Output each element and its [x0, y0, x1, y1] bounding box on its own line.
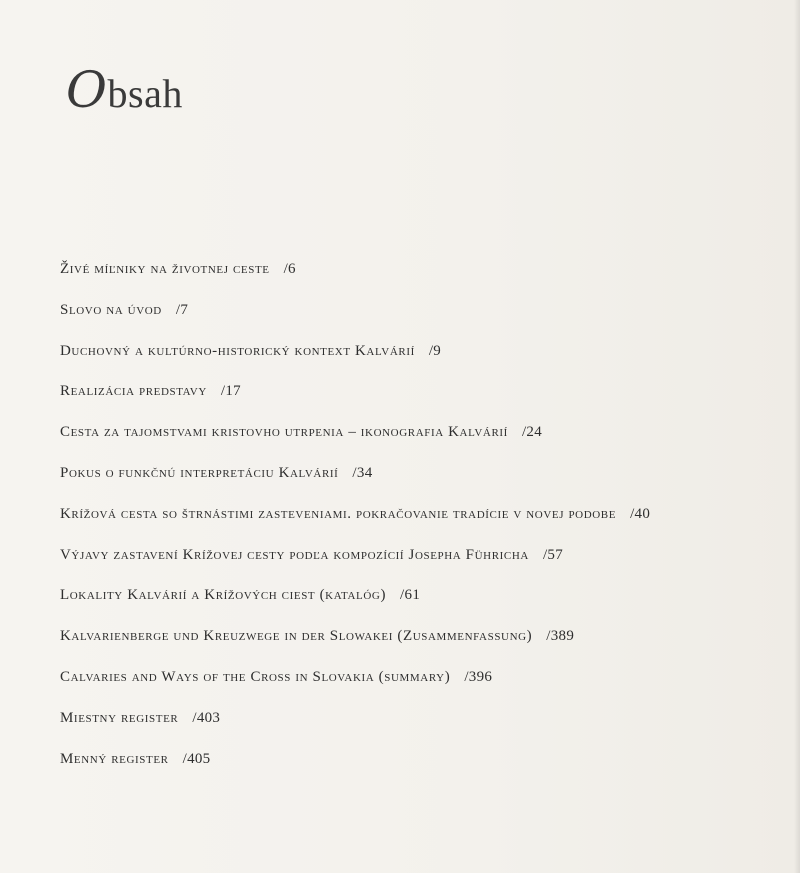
- toc-entry-title: Lokality Kalvárií a Krížových ciest (katalóg): [60, 587, 387, 604]
- toc-entry-page: /57: [542, 546, 564, 563]
- toc-entry: [60, 462, 780, 503]
- toc-entry-title: Výjavy zastavení Krížovej cesty podľa kompozícií Josepha Führicha: [60, 546, 529, 563]
- toc-entry: [60, 340, 780, 381]
- toc-entry-title: Miestny register: [60, 709, 179, 726]
- toc-entry-page: /389: [546, 628, 575, 645]
- toc-entry: [60, 503, 780, 544]
- toc-entry-page: /40: [630, 505, 651, 522]
- title-initial: O: [66, 60, 108, 119]
- toc-entry-page: /61: [400, 587, 421, 604]
- toc-entry-page: /6: [283, 261, 296, 277]
- toc-entry: [60, 299, 780, 340]
- toc-entry-title: Krížová cesta so štrnástimi zasteveniami. pokračovanie tradície v novej podobe: [60, 505, 617, 522]
- toc-entry: [60, 380, 780, 421]
- toc-entry: [60, 666, 780, 707]
- toc-entry: [60, 544, 780, 585]
- toc-entry-title: Calvaries and Ways of the Cross in Slovakia (summary): [60, 668, 451, 685]
- toc-entry: [60, 421, 780, 462]
- toc-entry-page: /17: [220, 383, 241, 400]
- toc-entry-title: Slovo na úvod: [60, 301, 162, 318]
- toc-entry: [60, 258, 780, 299]
- page-title: [66, 61, 183, 119]
- toc-entry-page: /403: [192, 709, 221, 726]
- toc-entry-page: /24: [521, 424, 543, 441]
- toc-entry-page: /7: [175, 301, 189, 318]
- toc-entry-title: Živé míľniky na životnej ceste: [60, 261, 270, 277]
- title-rest: bsah: [107, 70, 183, 116]
- toc-entry: [60, 584, 780, 625]
- toc-entry-page: /34: [352, 464, 373, 481]
- toc-entry-title: Kalvarienberge und Kreuzwege in der Slowakei (Zusammenfassung): [60, 628, 533, 645]
- toc-entry-page: /9: [428, 342, 442, 359]
- toc-entry-title: Duchovný a kultúrno-historický kontext Kalvárií: [60, 342, 415, 359]
- toc-entry: [60, 748, 780, 789]
- toc-entry: [60, 707, 780, 748]
- toc-entry-title: Realizácia predstavy: [60, 383, 207, 400]
- toc-entry-title: Cesta za tajomstvami kristovho utrpenia – ikonografia Kalvárií: [60, 424, 508, 441]
- table-of-contents: [60, 258, 780, 788]
- toc-entry-page: /405: [182, 750, 211, 767]
- page-gutter-shadow: [794, 0, 800, 873]
- toc-entry-title: Pokus o funkčnú interpretáciu Kalvárií: [60, 464, 339, 481]
- toc-entry-title: Menný register: [60, 750, 169, 767]
- toc-entry: [60, 625, 780, 666]
- toc-entry-page: /396: [464, 668, 493, 685]
